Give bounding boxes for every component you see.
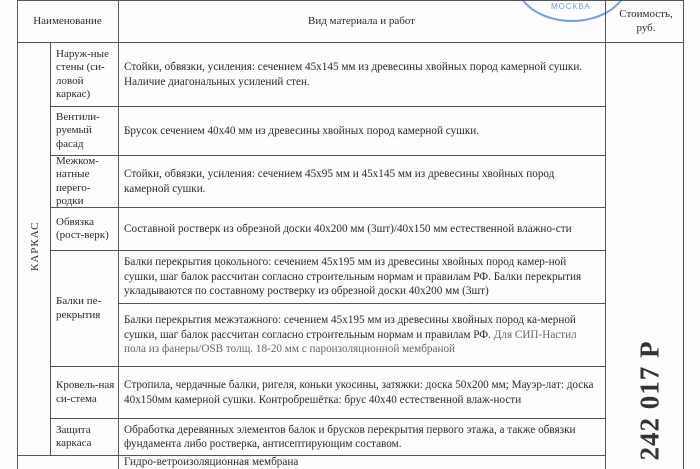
row-text: Обработка деревянных элементов балок и брусков перекрытия первого этажа, а также обвязки фундамента либо ростверка, антисептирующим составом. [124, 423, 576, 450]
header-cost: Стоимость, руб. [619, 8, 673, 34]
row-name: Наруж-ные стены (си-ловой каркас) [56, 47, 109, 100]
row-text: Стропила, чердачные балки, ригеля, коньки укосины, затяжки: доска 50х200 мм; Мауэр-лат: доска 40х150мм камерной сушки. Контробрешётка: брус 40х40 естественной влаж-ности [124, 379, 594, 406]
row-text: Гидро-ветроизоляционная мембрана [124, 456, 299, 468]
row-name: Межком-натные перего-родки [56, 154, 99, 207]
row-name: Обвязка (рост-верк) [56, 215, 109, 241]
row-text: Балки перекрытия цокольного: сечением 45х195 мм из древесины хвойных пород камер-ной сушки, шаг балок рассчитан согласно строительным нормам и правилам РФ. Балки перекрытия укладываются по составному ростверку из обрезной доски 40х200 мм (3шт) [124, 256, 582, 298]
header-name: Наименование [33, 15, 102, 27]
divider [17, 0, 18, 469]
row-text: Брусок сечением 40х40 мм из древесины хвойных пород камерной сушки. [124, 124, 480, 137]
row-text: Стойки, обвязки, усиления: сечением 45х95 мм и 45х145 мм из древесины хвойных пород камерной сушки. [124, 168, 555, 195]
divider [683, 0, 684, 469]
stamp-text: МОСКВА [551, 2, 591, 11]
row-text-part: Балки перекрытия межэтажного: сечением 45х195 мм из древесины хвойных пород ка-мерной сушки, шаг балок рассчитан согласно строительным нормам и правилам РФ. [124, 314, 576, 341]
row-name: Кровель-ная си-стема [56, 379, 115, 405]
row-text-part: Для СИП-Настил пола из фанеры/OSB толщ. 18-20 мм с пароизоляционной мембраной [124, 328, 577, 355]
row-text-secondary [118, 304, 593, 366]
row-name: Вентили-руемый фасад [56, 110, 100, 150]
row-text: Составной ростверк из обрезной доски 40х200 мм (3шт)/40х150 мм естественной влажно-сти [124, 222, 572, 235]
divider [605, 0, 606, 469]
row-name: Защита каркаса [56, 423, 92, 449]
price-total: 242 017 Р [634, 340, 665, 461]
header-materials: Вид материала и работ [307, 15, 415, 27]
row-name: Балки пе-рекрытия [56, 295, 102, 321]
row-text: Стойки, обвязки, усиления: сечением 45х145 мм из древесины хвойных пород камерной сушки. Наличие диагональных усилений стен. [124, 61, 583, 88]
section-label: КАРКАС [29, 221, 41, 271]
